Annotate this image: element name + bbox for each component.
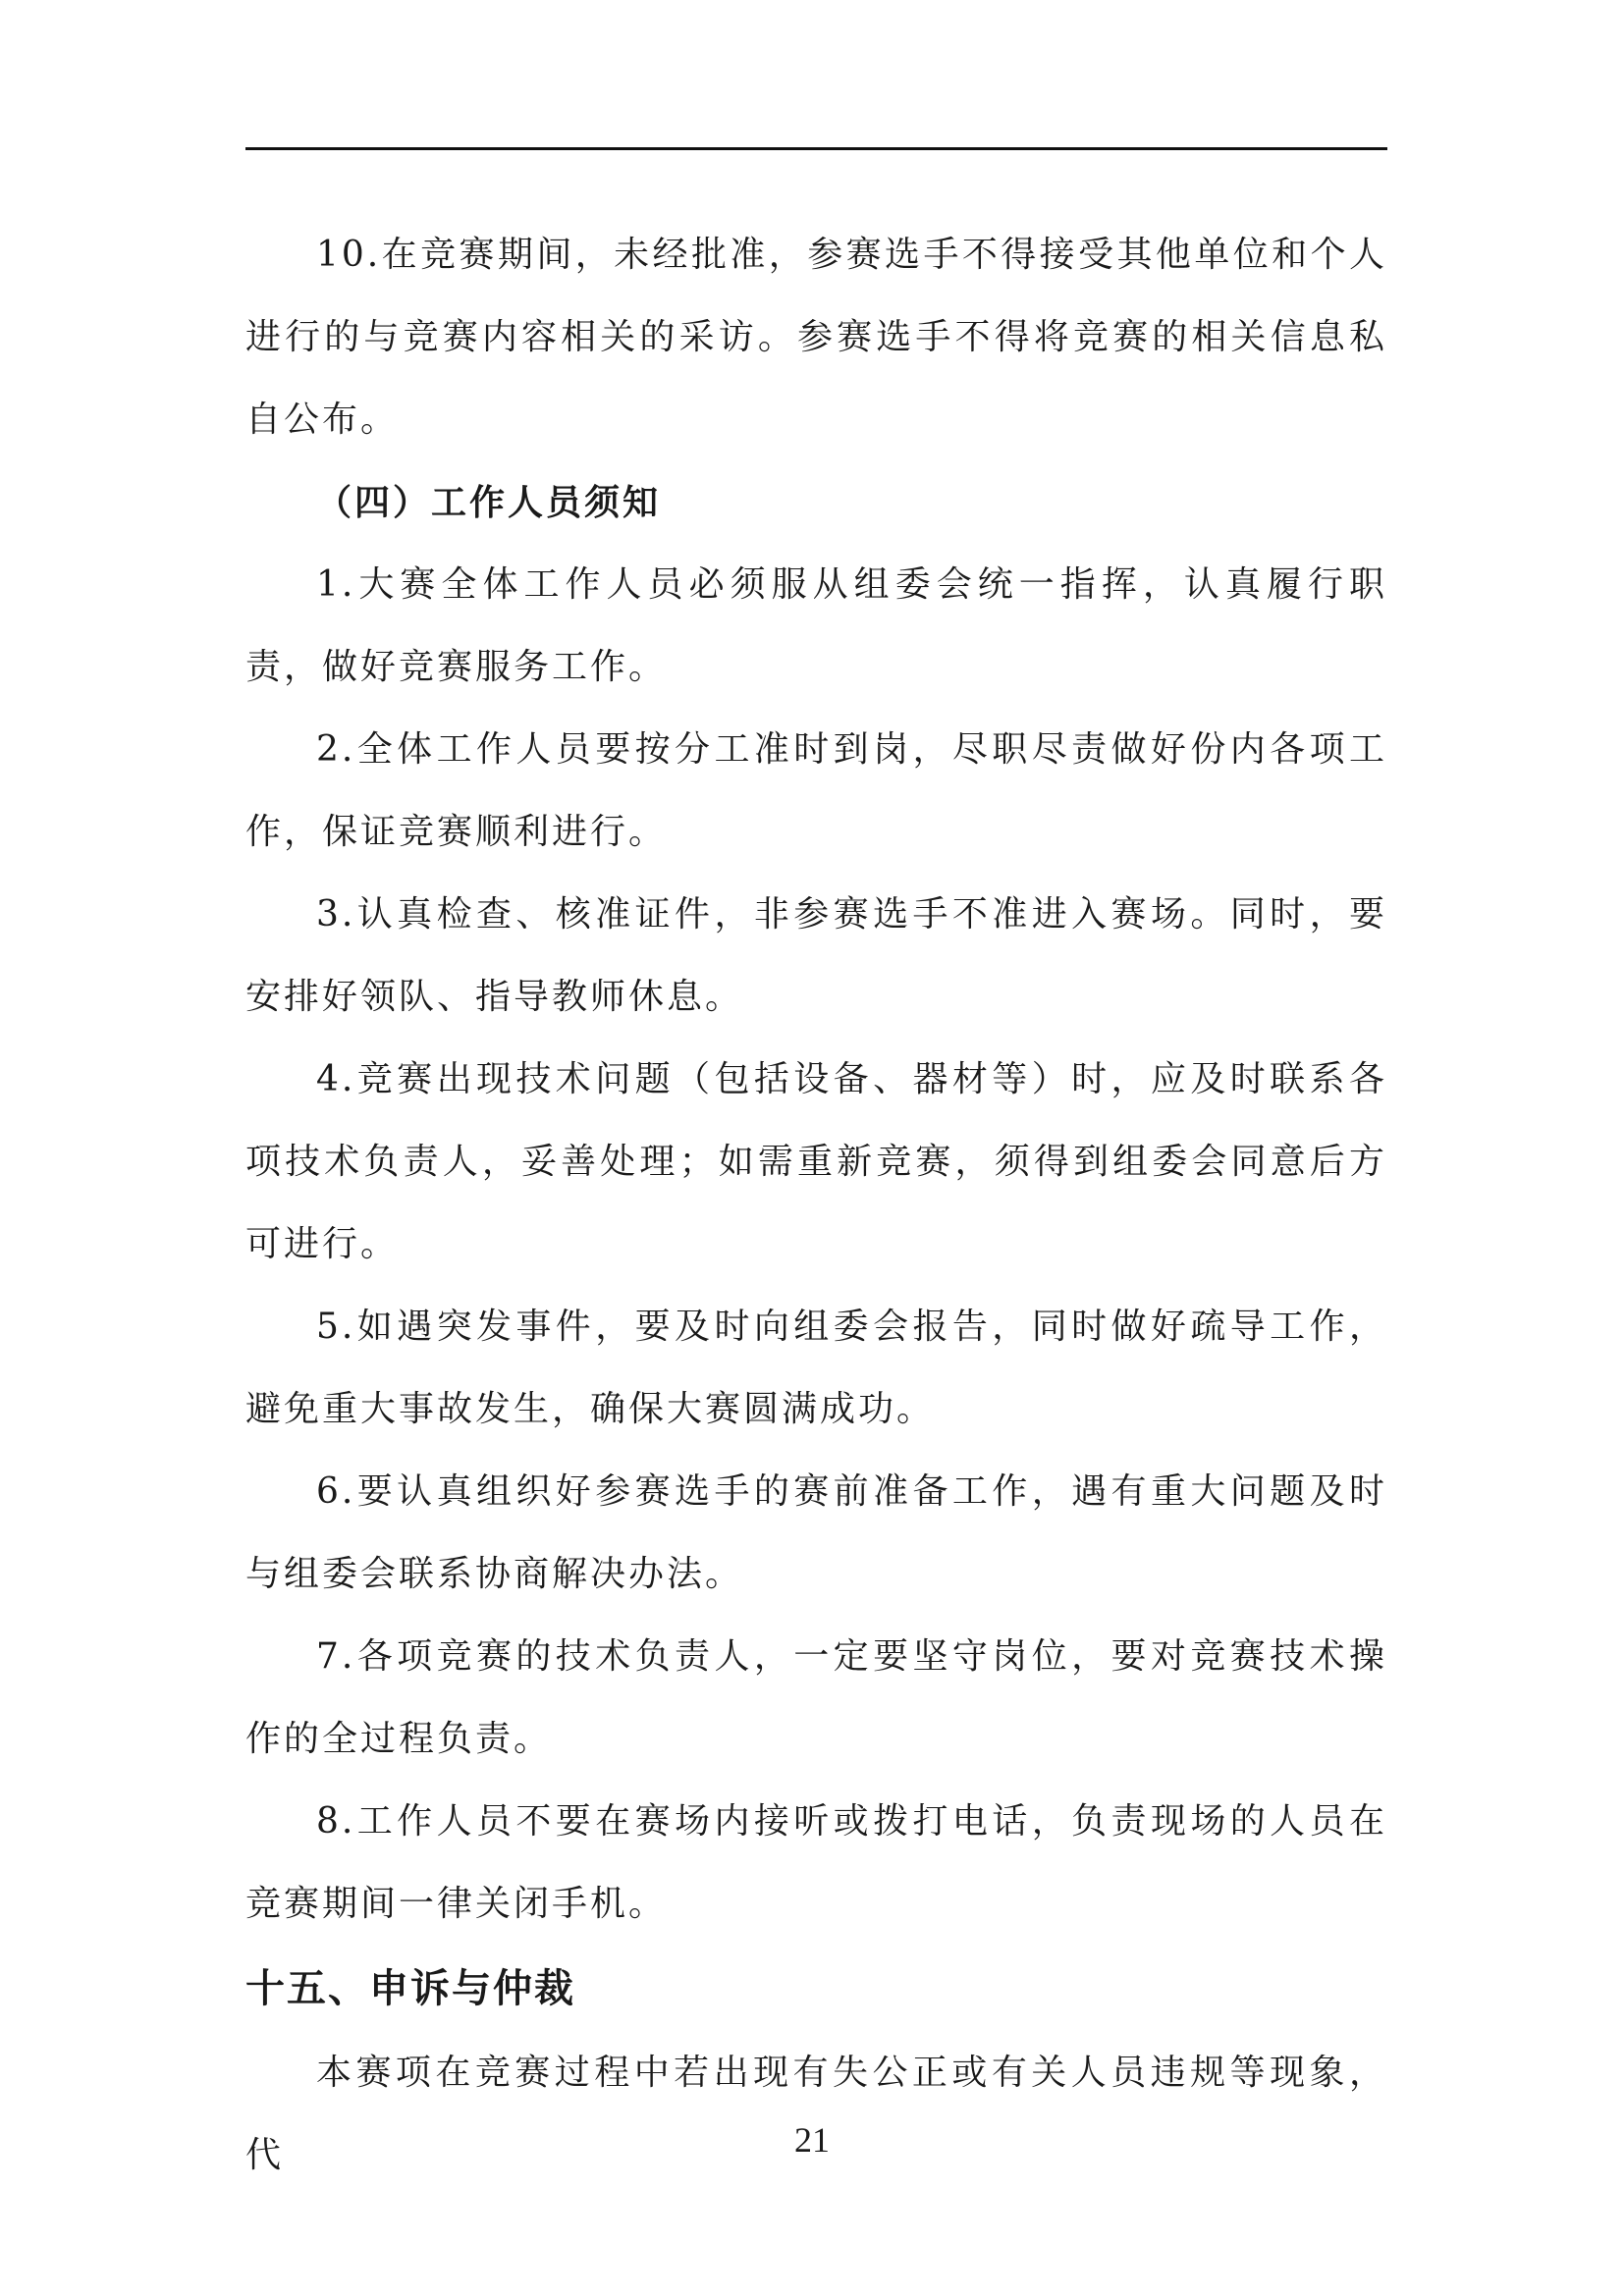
- staff-item-5: 5.如遇突发事件，要及时向组委会报告，同时做好疏导工作，避免重大事故发生，确保大赛圆满成功。: [245, 1307, 1387, 1429]
- staff-item-3: 3.认真检查、核准证件，非参赛选手不准进入赛场。同时，要安排好领队、指导教师休息。: [245, 894, 1387, 1017]
- staff-item-7: 7.各项竞赛的技术负责人，一定要坚守岗位，要对竞赛技术操作的全过程负责。: [245, 1636, 1387, 1759]
- header-rule: [245, 147, 1387, 150]
- section-intro-paragraph: 本赛项在竞赛过程中若出现有失公正或有关人员违规等现象，代: [245, 2053, 1387, 2175]
- staff-item-1: 1.大赛全体工作人员必须服从组委会统一指挥，认真履行职责，做好竞赛服务工作。: [245, 564, 1387, 687]
- staff-item-4: 4.竞赛出现技术问题（包括设备、器材等）时，应及时联系各项技术负责人，妥善处理；如需重新竞赛，须得到组委会同意后方可进行。: [245, 1059, 1387, 1264]
- section-heading-appeal: 十五、申诉与仲裁: [245, 1966, 575, 2011]
- page-content: [245, 214, 1387, 2197]
- subheading-staff-notice: （四）工作人员须知: [316, 482, 662, 523]
- staff-item-6: 6.要认真组织好参赛选手的赛前准备工作，遇有重大问题及时与组委会联系协商解决办法。: [245, 1471, 1387, 1594]
- staff-item-8: 8.工作人员不要在赛场内接听或拨打电话，负责现场的人员在竞赛期间一律关闭手机。: [245, 1801, 1387, 1924]
- paragraph-item-10: 10.在竞赛期间，未经批准，参赛选手不得接受其他单位和个人进行的与竞赛内容相关的采访。参赛选手不得将竞赛的相关信息私自公布。: [245, 235, 1387, 440]
- page-number: 21: [794, 2120, 830, 2160]
- staff-item-2: 2.全体工作人员要按分工准时到岗，尽职尽责做好份内各项工作，保证竞赛顺利进行。: [245, 729, 1387, 852]
